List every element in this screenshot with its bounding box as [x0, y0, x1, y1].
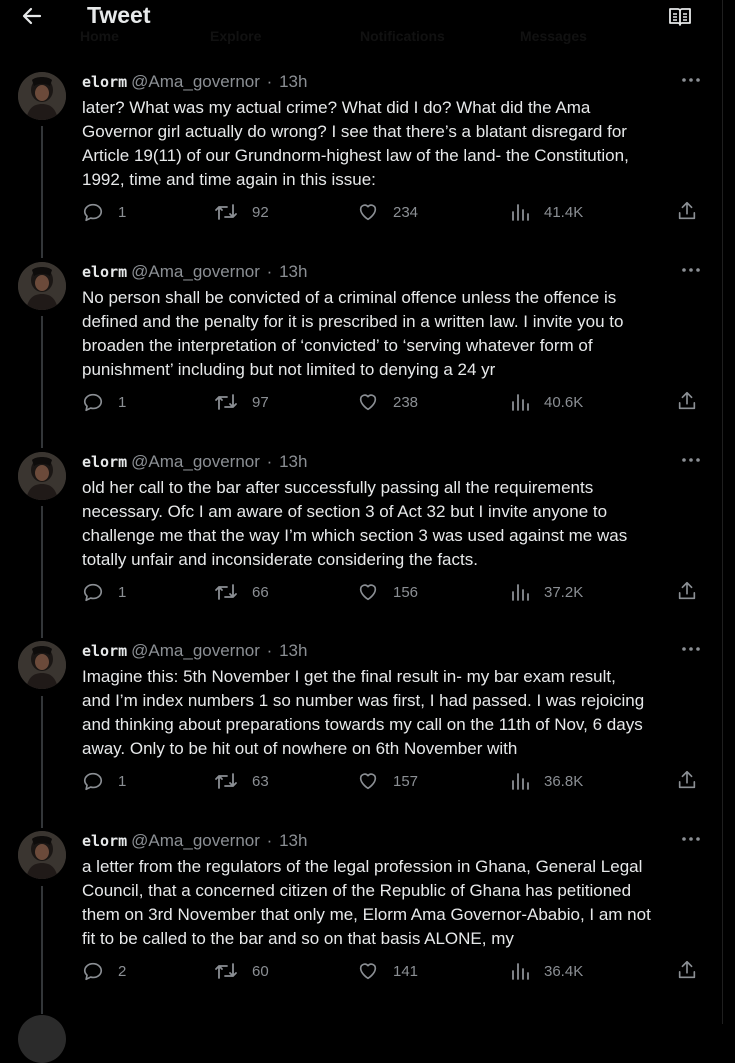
- tweet-text-line: totally unfair and inconsiderate considering the facts.: [82, 550, 478, 569]
- tweet-text-line: challenge me that the way I’m which section 3 was used against me was: [82, 526, 628, 545]
- handle[interactable]: @Ama_governor: [131, 262, 260, 281]
- separator-dot: ·: [266, 831, 273, 850]
- like-button[interactable]: [357, 580, 418, 604]
- views-icon: [510, 202, 530, 222]
- views-icon: [510, 771, 530, 791]
- tweet-text-line: Article 19(11) of our Grundnorm-highest law of the land- the Constitution,: [82, 146, 629, 165]
- tweet[interactable]: [0, 452, 722, 642]
- faint-tab: Messages: [520, 28, 587, 44]
- views-button[interactable]: [510, 200, 583, 224]
- arrow-left-icon[interactable]: [20, 4, 44, 28]
- separator-dot: ·: [266, 641, 273, 660]
- tweet-text-line: a letter from the regulators of the legal profession in Ghana, General Legal: [82, 857, 643, 876]
- tweet-text-line: old her call to the bar after successfully passing all the requirements: [82, 478, 594, 497]
- views-button[interactable]: [510, 390, 583, 414]
- reply-count: 1: [118, 583, 127, 601]
- share-icon[interactable]: [676, 959, 698, 986]
- view-count: 37.2K: [544, 583, 584, 601]
- timestamp[interactable]: 13h: [279, 831, 308, 850]
- reply-button[interactable]: [82, 769, 126, 793]
- views-icon: [510, 961, 530, 981]
- avatar[interactable]: [18, 262, 66, 310]
- views-button[interactable]: [510, 959, 583, 983]
- tweet-text-line: and I’m index numbers 1 so number was first, I had passed. I was rejoicing: [82, 691, 645, 710]
- retweet-count: 60: [252, 962, 269, 980]
- tweet-text-line: necessary. Ofc I am aware of section 3 of Act 32 but I invite anyone to: [82, 502, 608, 521]
- more-icon[interactable]: [680, 260, 702, 280]
- display-name[interactable]: elorm: [82, 832, 128, 850]
- tweet-header: [82, 831, 307, 853]
- timestamp[interactable]: 13h: [279, 72, 308, 91]
- display-name[interactable]: elorm: [82, 73, 128, 91]
- avatar[interactable]: [18, 641, 66, 689]
- share-icon[interactable]: [676, 200, 698, 227]
- tweet-text-line: defined and the penalty for it is prescribed in a written law. I invite you to: [82, 312, 624, 331]
- more-icon[interactable]: [680, 639, 702, 659]
- timestamp[interactable]: 13h: [279, 262, 308, 281]
- separator-dot: ·: [266, 262, 273, 281]
- display-name[interactable]: elorm: [82, 453, 128, 471]
- retweet-count: 63: [252, 772, 269, 790]
- retweet-icon: [214, 201, 238, 223]
- like-count: 157: [393, 772, 419, 790]
- tweet-text-line: later? What was my actual crime? What did I do? What did the Ama: [82, 98, 591, 117]
- action-bar: [82, 580, 702, 604]
- retweet-button[interactable]: [214, 390, 269, 414]
- timestamp[interactable]: 13h: [279, 641, 308, 660]
- tweet-text-line: away. Only to be hit out of nowhere on 6th November with: [82, 739, 518, 758]
- reply-count: 1: [118, 203, 127, 221]
- avatar[interactable]: [18, 72, 66, 120]
- tweet[interactable]: [0, 262, 722, 452]
- heart-icon: [357, 960, 379, 982]
- tweet-text-line: fit to be called to the bar and so on that basis ALONE, my: [82, 929, 514, 948]
- tweet-text-line: broaden the interpretation of ‘convicted’ to ‘serving whatever form of: [82, 336, 593, 355]
- retweet-count: 92: [252, 203, 269, 221]
- tweet-text: [82, 286, 712, 382]
- tweet-text-line: No person shall be convicted of a criminal offence unless the offence is: [82, 288, 617, 307]
- retweet-icon: [214, 770, 238, 792]
- faint-tab: Explore: [210, 28, 262, 44]
- timestamp[interactable]: 13h: [279, 452, 308, 471]
- view-count: 36.4K: [544, 962, 584, 980]
- retweet-button[interactable]: [214, 200, 269, 224]
- more-icon[interactable]: [680, 829, 702, 849]
- views-button[interactable]: [510, 580, 583, 604]
- retweet-button[interactable]: [214, 580, 269, 604]
- tweet[interactable]: [0, 641, 722, 831]
- handle[interactable]: @Ama_governor: [131, 831, 260, 850]
- like-count: 238: [393, 393, 419, 411]
- tweet-text-line: them on 3rd November that only me, Elorm Ama Governor-Ababio, I am not: [82, 905, 651, 924]
- tweet-text-line: 1992, time and time again in this issue:: [82, 170, 376, 189]
- faint-tab-strip: [80, 28, 640, 48]
- share-icon[interactable]: [676, 390, 698, 417]
- like-button[interactable]: [357, 959, 418, 983]
- views-button[interactable]: [510, 769, 583, 793]
- handle[interactable]: @Ama_governor: [131, 452, 260, 471]
- top-bar: [0, 0, 735, 56]
- tweet-text-line: Governor girl actually do wrong? I see that there’s a blatant disregard for: [82, 122, 627, 141]
- more-icon[interactable]: [680, 450, 702, 470]
- heart-icon: [357, 391, 379, 413]
- view-count: 41.4K: [544, 203, 584, 221]
- reply-icon: [82, 581, 104, 603]
- tweet-text-line: Council, that a concerned citizen of the Republic of Ghana has petitioned: [82, 881, 632, 900]
- retweet-icon: [214, 391, 238, 413]
- reply-button[interactable]: [82, 959, 126, 983]
- avatar[interactable]: [18, 452, 66, 500]
- share-icon[interactable]: [676, 580, 698, 607]
- reply-button[interactable]: [82, 390, 126, 414]
- like-button[interactable]: [357, 769, 418, 793]
- reply-icon: [82, 960, 104, 982]
- faint-tab: Notifications: [360, 28, 445, 44]
- more-icon[interactable]: [680, 70, 702, 90]
- display-name[interactable]: elorm: [82, 642, 128, 660]
- action-bar: [82, 390, 702, 414]
- handle[interactable]: @Ama_governor: [131, 72, 260, 91]
- heart-icon: [357, 201, 379, 223]
- action-bar: [82, 200, 702, 224]
- tweet[interactable]: [0, 831, 722, 1021]
- avatar[interactable]: [18, 1015, 66, 1063]
- reply-icon: [82, 201, 104, 223]
- tweet[interactable]: [0, 72, 722, 262]
- reply-button[interactable]: [82, 580, 126, 604]
- like-button[interactable]: [357, 200, 418, 224]
- retweet-count: 97: [252, 393, 269, 411]
- like-count: 141: [393, 962, 419, 980]
- heart-icon: [357, 581, 379, 603]
- reply-icon: [82, 770, 104, 792]
- retweet-icon: [214, 960, 238, 982]
- retweet-icon: [214, 581, 238, 603]
- tweet-text: [82, 665, 712, 761]
- avatar[interactable]: [18, 831, 66, 879]
- page-title: Tweet: [87, 2, 151, 28]
- tweet-text: [82, 855, 712, 951]
- column-divider: [722, 0, 723, 1024]
- action-bar: [82, 959, 702, 983]
- heart-icon: [357, 770, 379, 792]
- views-icon: [510, 582, 530, 602]
- handle[interactable]: @Ama_governor: [131, 641, 260, 660]
- like-button[interactable]: [357, 390, 418, 414]
- tweet-header: [82, 262, 307, 284]
- faint-tab: Home: [80, 28, 119, 44]
- tweet-header: [82, 641, 307, 663]
- view-count: 36.8K: [544, 772, 584, 790]
- book-open-icon[interactable]: [668, 6, 692, 28]
- separator-dot: ·: [266, 72, 273, 91]
- tweet-header: [82, 72, 307, 94]
- reply-count: 1: [118, 393, 127, 411]
- separator-dot: ·: [266, 452, 273, 471]
- retweet-button[interactable]: [214, 959, 269, 983]
- reply-icon: [82, 391, 104, 413]
- retweet-button[interactable]: [214, 769, 269, 793]
- view-count: 40.6K: [544, 393, 584, 411]
- reply-count: 2: [118, 962, 127, 980]
- tweet-text-line: Imagine this: 5th November I get the final result in- my bar exam result,: [82, 667, 616, 686]
- reply-button[interactable]: [82, 200, 126, 224]
- reply-count: 1: [118, 772, 127, 790]
- display-name[interactable]: elorm: [82, 263, 128, 281]
- tweet-header: [82, 452, 307, 474]
- views-icon: [510, 392, 530, 412]
- tweet-text-line: and thinking about preparations towards my call on the 11th of Nov, 6 days: [82, 715, 643, 734]
- retweet-count: 66: [252, 583, 269, 601]
- like-count: 234: [393, 203, 419, 221]
- tweet-text: [82, 476, 712, 572]
- like-count: 156: [393, 583, 419, 601]
- share-icon[interactable]: [676, 769, 698, 796]
- action-bar: [82, 769, 702, 793]
- tweet-text: [82, 96, 712, 192]
- tweet-text-line: punishment’ including but not limited to denying a 24 yr: [82, 360, 496, 379]
